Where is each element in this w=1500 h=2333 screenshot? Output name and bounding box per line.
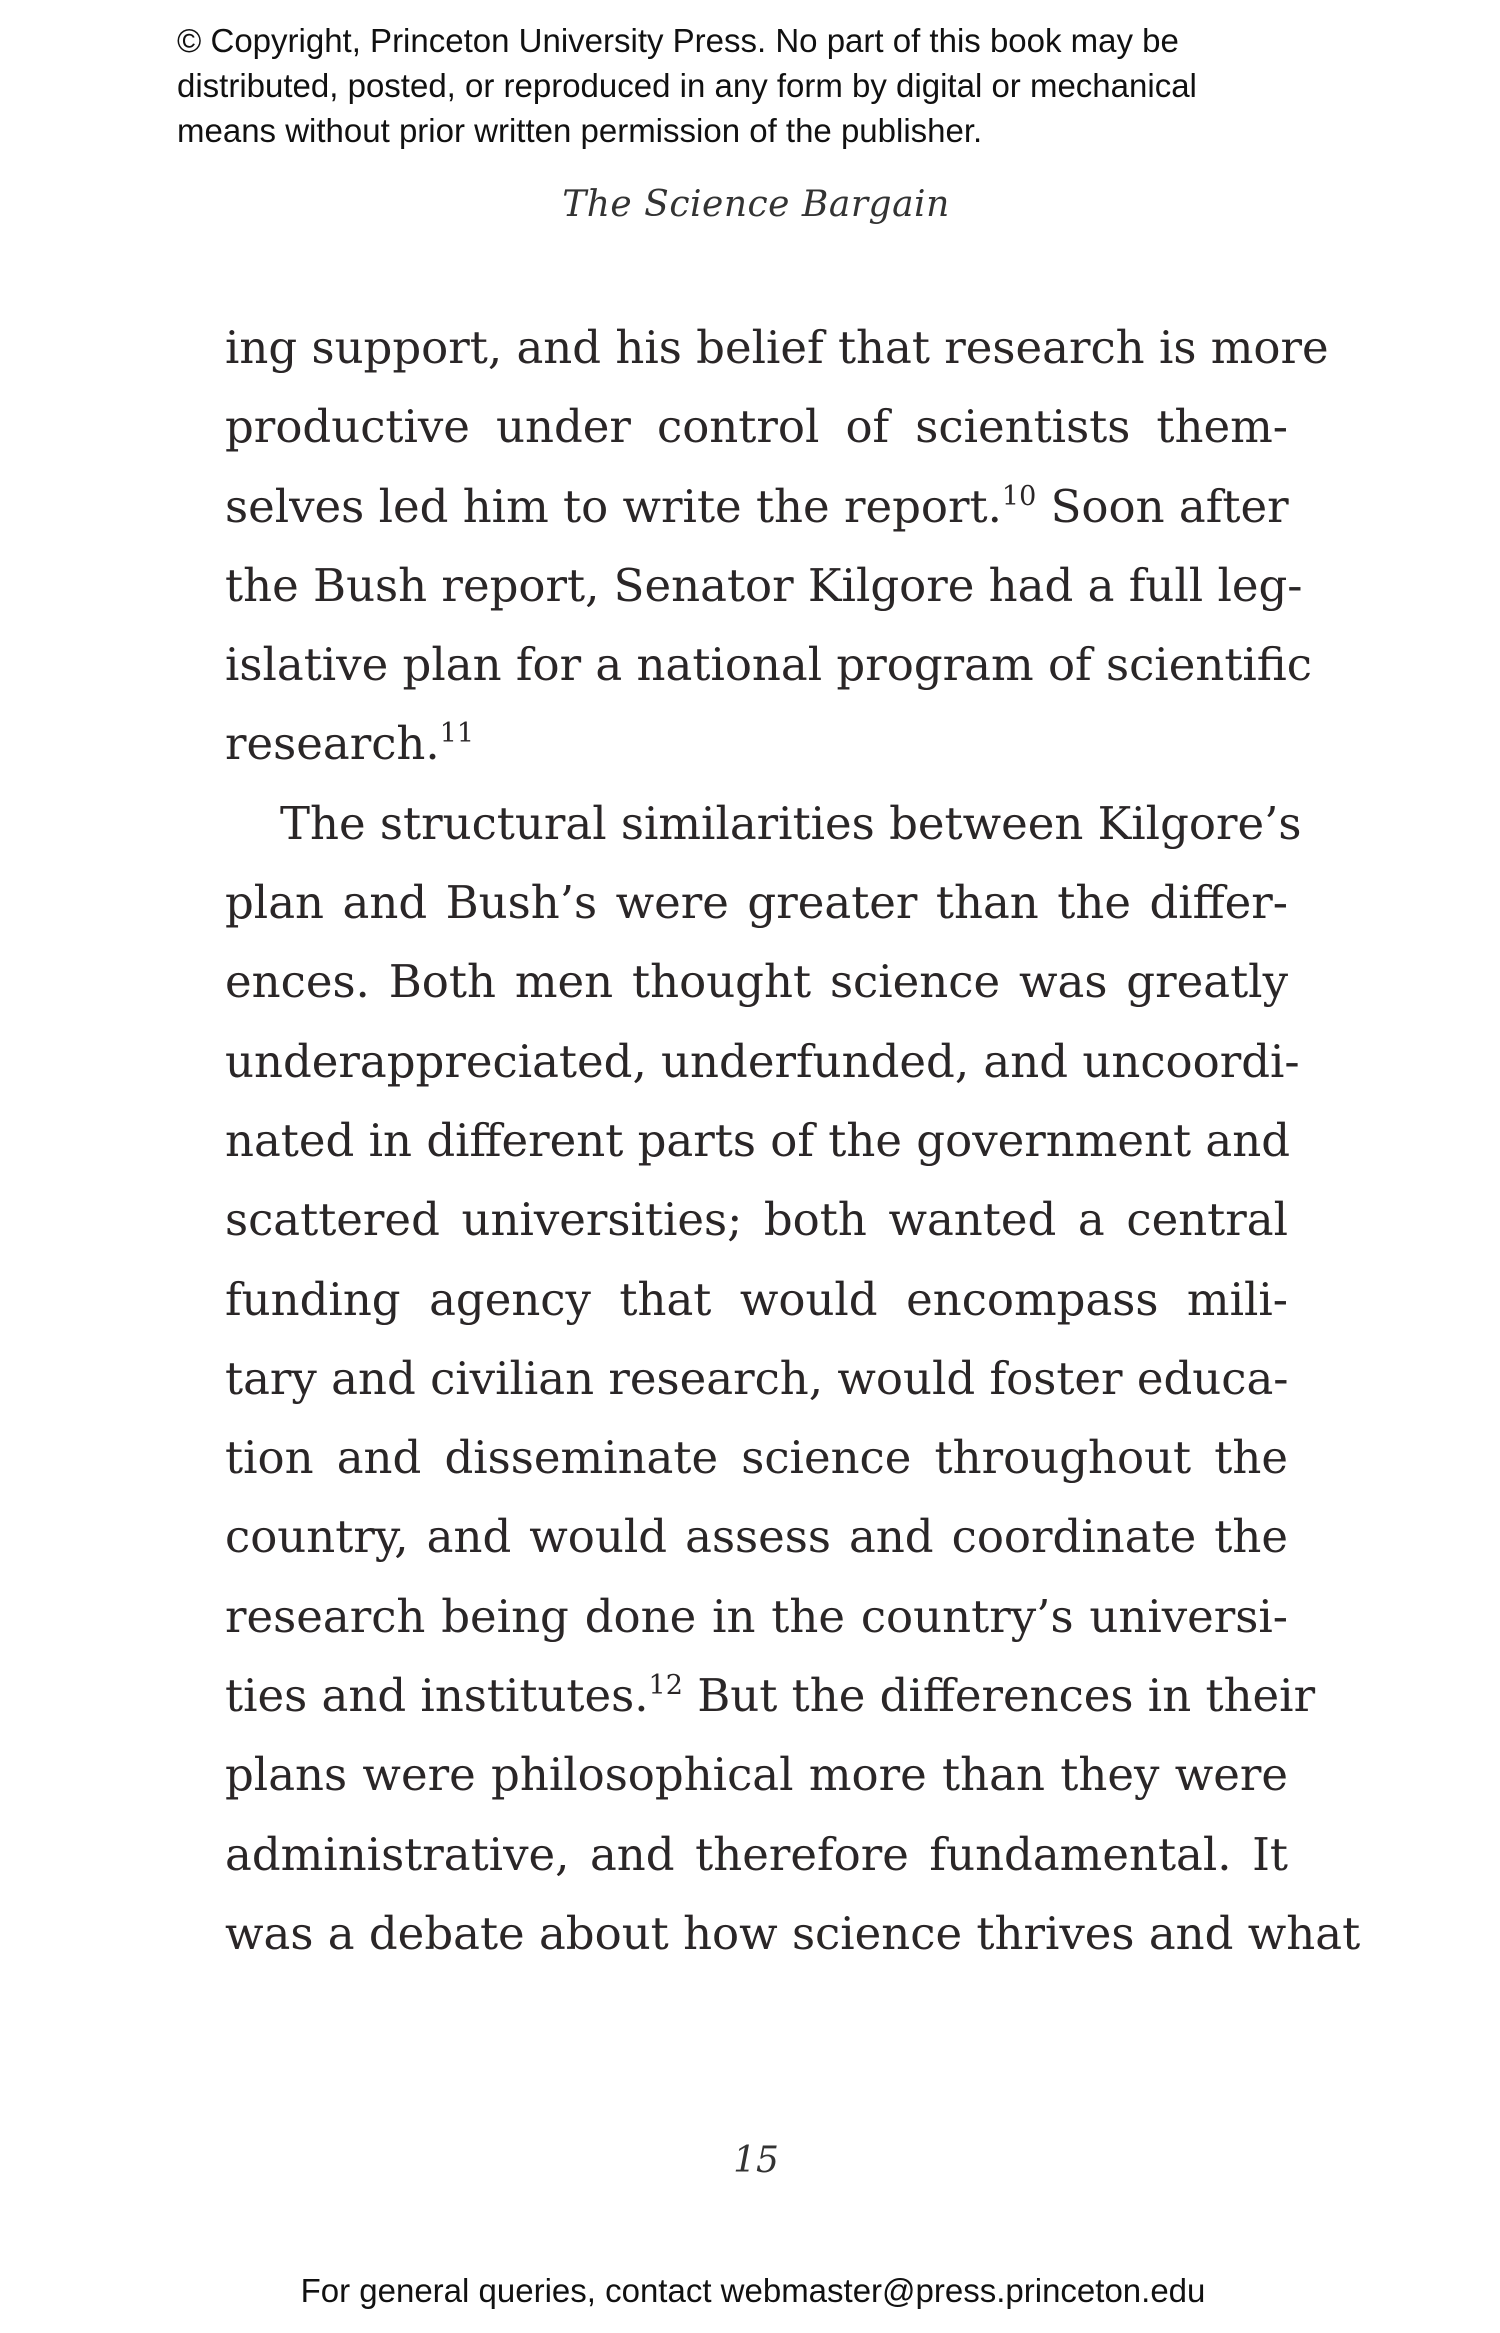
- text-line: [225, 1418, 1288, 1497]
- text-segment: ences. Both men thought science was greatly: [225, 955, 1288, 1009]
- body-text: [225, 308, 1361, 1973]
- text-segment: selves led him to write the report.: [225, 479, 1002, 533]
- text-segment: nated in different parts of the government and: [225, 1113, 1291, 1167]
- footnote-marker: 10: [1001, 480, 1037, 512]
- text-line: [225, 1497, 1288, 1576]
- text-segment: administrative, and therefore fundamental. It: [225, 1827, 1288, 1881]
- text-segment: ing support, and his belief that research is more: [225, 321, 1329, 374]
- text-line: [225, 863, 1288, 942]
- text-segment: funding agency that would encompass mili-: [225, 1272, 1288, 1326]
- text-segment: was a debate about how science thrives and what: [225, 1906, 1361, 1960]
- text-line: [225, 704, 1288, 783]
- text-segment: tion and disseminate science throughout the: [225, 1431, 1288, 1485]
- text-segment: scattered universities; both wanted a central: [225, 1193, 1288, 1247]
- text-segment: tary and civilian research, would foster educa-: [225, 1351, 1289, 1405]
- running-head: The Science Bargain: [562, 184, 950, 225]
- text-segment: plan and Bush’s were greater than the differ-: [225, 876, 1288, 930]
- text-line: [225, 625, 1313, 704]
- text-line: [225, 1577, 1288, 1656]
- text-segment: country, and would assess and coordinate the: [225, 1510, 1288, 1564]
- text-segment: ties and institutes.: [225, 1669, 649, 1723]
- text-segment: plans were philosophical more than they were: [225, 1748, 1288, 1802]
- text-line: [225, 1815, 1288, 1894]
- text-segment: research.: [225, 717, 440, 771]
- text-line: [225, 1101, 1291, 1180]
- text-segment: Soon after: [1036, 479, 1289, 533]
- text-segment: islative plan for a national program of scientific: [225, 638, 1313, 692]
- text-line: [225, 1180, 1288, 1259]
- text-line: [225, 467, 1288, 546]
- text-line: [225, 308, 1329, 387]
- copyright-line: means without prior written permission of the publisher.: [177, 112, 983, 149]
- copyright-line: © Copyright, Princeton University Press. No part of this book may be: [177, 22, 1179, 59]
- text-line: [225, 387, 1288, 466]
- footer-contact: For general queries, contact webmaster@press.princeton.edu: [300, 2272, 1206, 2309]
- text-line: [225, 1260, 1288, 1339]
- text-segment: the Bush report, Senator Kilgore had a full leg-: [225, 558, 1303, 612]
- text-line: [225, 1339, 1288, 1418]
- text-segment: research being done in the country’s universi-: [225, 1589, 1288, 1643]
- copyright-line: distributed, posted, or reproduced in any form by digital or mechanical: [177, 67, 1197, 104]
- copyright-notice: [177, 18, 1377, 153]
- page-number: 15: [733, 2140, 779, 2181]
- footnote-marker: 12: [648, 1670, 683, 1702]
- text-line: [225, 784, 1302, 863]
- text-line: [225, 1656, 1316, 1735]
- footnote-marker: 11: [439, 718, 475, 750]
- text-line: [225, 942, 1288, 1021]
- text-segment: The structural similarities between Kilgore’s: [280, 796, 1302, 850]
- text-line: [225, 1735, 1288, 1814]
- text-segment: But the differences in their: [682, 1669, 1316, 1723]
- text-segment: productive under control of scientists them-: [225, 400, 1288, 454]
- text-segment: underappreciated, underfunded, and uncoordi-: [225, 1034, 1300, 1088]
- text-line: [225, 1022, 1300, 1101]
- text-line: [225, 546, 1303, 625]
- text-line: [225, 1894, 1361, 1973]
